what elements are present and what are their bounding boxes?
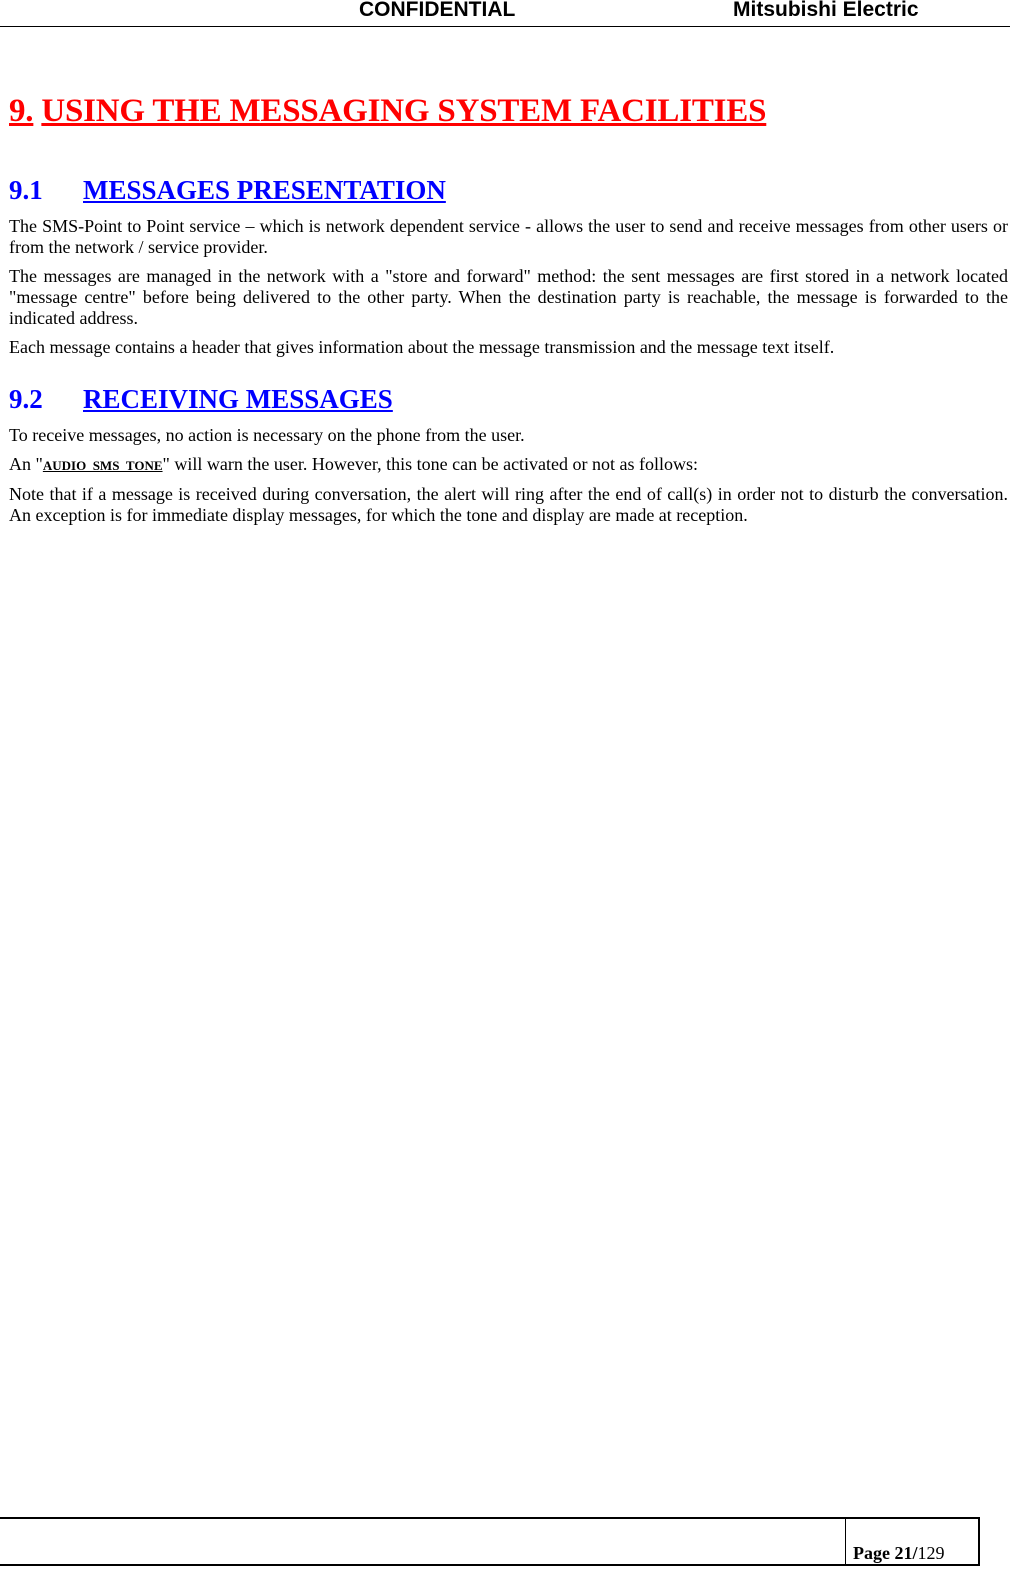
tone-prefix: An " xyxy=(9,454,43,474)
company-name: Mitsubishi Electric xyxy=(733,0,919,21)
page-number xyxy=(853,1543,945,1564)
paragraph: Note that if a message is received during conversation, the alert will ring after the end of call(s) in order not to disturb the conversation. An exception is for immediate display messages, for which the tone and display are made at reception. xyxy=(9,484,1008,525)
document-body xyxy=(9,88,1008,534)
page-label: Page 21/ xyxy=(853,1543,918,1563)
page-header xyxy=(0,0,1010,27)
section-number: 9.1 xyxy=(9,175,43,205)
section-heading-9-2 xyxy=(9,381,1008,417)
paragraph-tone xyxy=(9,454,1008,476)
paragraph: The messages are managed in the network with a "store and forward" method: the sent messages are first stored in a network located "message centre" before being delivered to the other party. When the destination party is reachable, the message is forwarded to the indicated address. xyxy=(9,266,1008,328)
chapter-heading xyxy=(9,88,1008,134)
section-title: MESSAGES PRESENTATION xyxy=(83,175,446,205)
chapter-title: USING THE MESSAGING SYSTEM FACILITIES xyxy=(41,93,767,129)
tone-suffix: " will warn the user. However, this tone can be activated or not as follows: xyxy=(162,454,699,474)
section-title: RECEIVING MESSAGES xyxy=(83,384,393,414)
paragraph: The SMS-Point to Point service – which is network dependent service - allows the user to send and receive messages from other users or from the network / service provider. xyxy=(9,216,1008,257)
footer-divider xyxy=(845,1519,846,1566)
section-heading-9-1 xyxy=(9,172,1008,208)
tone-link[interactable]: AUDIO_SMS_TONE xyxy=(42,458,163,473)
chapter-number: 9. xyxy=(9,93,34,129)
page-footer xyxy=(0,1517,980,1566)
paragraph: Each message contains a header that gives information about the message transmission and the message text itself. xyxy=(9,337,835,357)
page-total: 129 xyxy=(917,1543,945,1563)
section-number: 9.2 xyxy=(9,384,43,414)
paragraph: To receive messages, no action is necessary on the phone from the user. xyxy=(9,425,525,445)
confidential-label: CONFIDENTIAL xyxy=(359,0,516,21)
